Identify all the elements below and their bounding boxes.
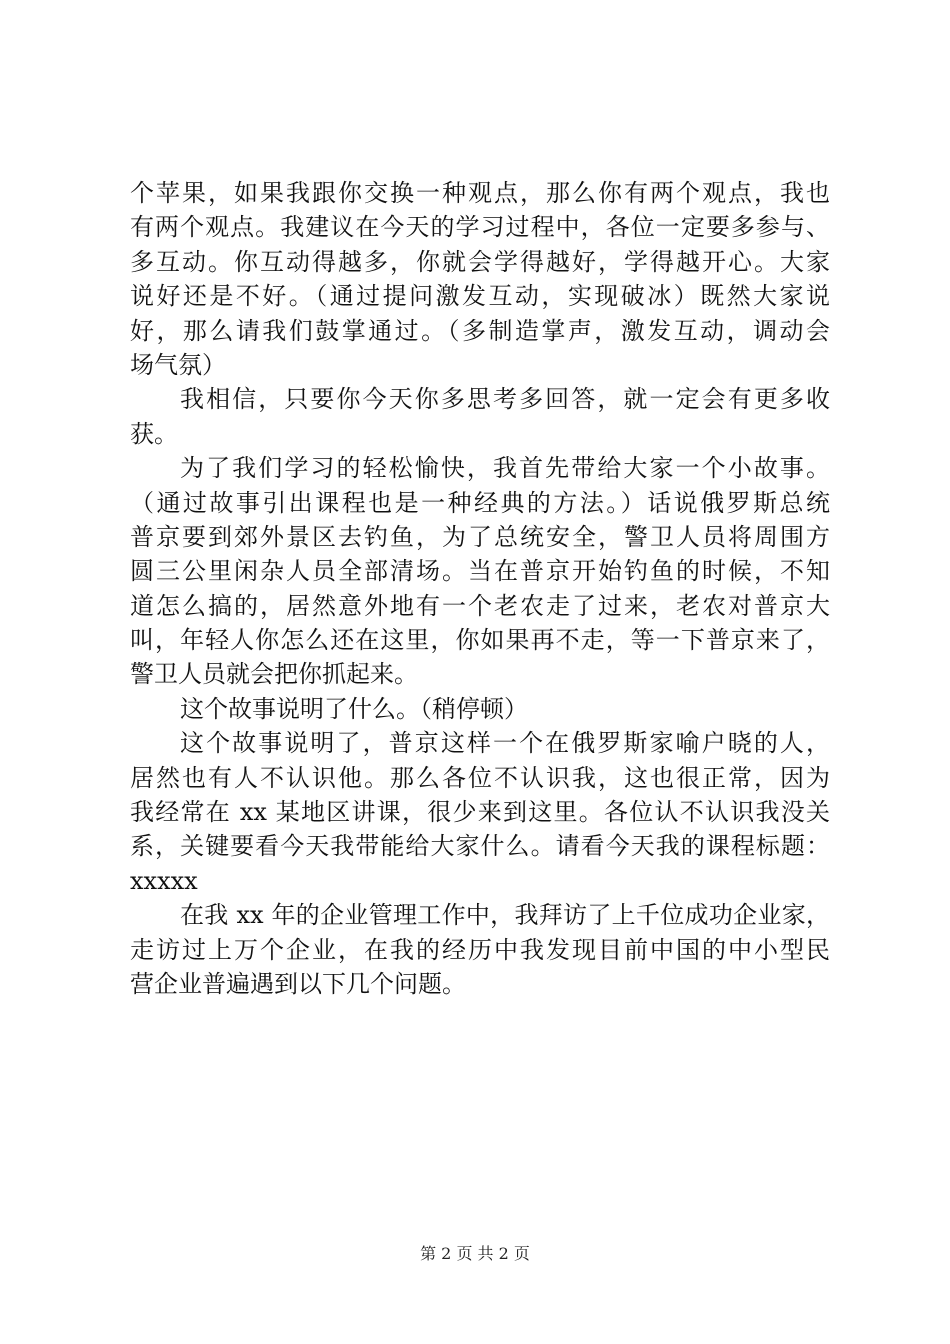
text-line: 获。: [130, 419, 178, 448]
text-line: 我相信，只要你今天你多思考多回答，就一定会有更多收: [180, 385, 830, 414]
text-line: 道怎么搞的，居然意外地有一个老农走了过来，老农对普京大: [130, 591, 830, 620]
text-line: 多互动。你互动得越多，你就会学得越好，学得越开心。大家: [130, 247, 830, 276]
text-line: 系，关键要看今天我带能给大家什么。请看今天我的课程标题：: [130, 832, 830, 861]
text-line: 居然也有人不认识他。那么各位不认识我，这也很正常，因为: [130, 763, 830, 792]
text-line: 个苹果，如果我跟你交换一种观点，那么你有两个观点，我也: [130, 179, 830, 207]
text-line: 这个故事说明了，普京这样一个在俄罗斯家喻户晓的人，: [180, 729, 830, 758]
text-line: 我经常在 xx 某地区讲课，很少来到这里。各位认不认识我没关: [130, 798, 830, 827]
text-line: 这个故事说明了什么。（稍停顿）: [180, 694, 528, 723]
text-line: 为了我们学习的轻松愉快，我首先带给大家一个小故事。: [180, 454, 830, 483]
text-line: 好，那么请我们鼓掌通过。（多制造掌声，激发互动，调动会: [130, 316, 830, 345]
text-line: 在我 xx 年的企业管理工作中，我拜访了上千位成功企业家，: [180, 901, 830, 930]
document-body: [130, 176, 830, 1001]
text-line: 走访过上万个企业，在我的经历中我发现目前中国的中小型民: [130, 935, 830, 964]
text-line: 营企业普遍遇到以下几个问题。: [130, 969, 466, 998]
page-footer: [0, 1244, 950, 1264]
text-line: 场气氛）: [130, 350, 226, 379]
text-line: 圆三公里闲杂人员全部清场。当在普京开始钓鱼的时候，不知: [130, 557, 830, 586]
text-line: 说好还是不好。（通过提问激发互动，实现破冰）既然大家说: [130, 282, 830, 311]
page-number: 第 2 页 共 2 页: [420, 1244, 530, 1263]
text-line: 普京要到郊外景区去钓鱼，为了总统安全，警卫人员将周围方: [130, 522, 830, 551]
text-line: 叫，年轻人你怎么还在这里，你如果再不走，等一下普京来了，: [130, 626, 830, 655]
text-line: 警卫人员就会把你抓起来。: [130, 660, 418, 689]
text-line: xxxxx: [130, 866, 198, 895]
text-line: 有两个观点。我建议在今天的学习过程中，各位一定要多参与、: [130, 213, 830, 242]
text-line: （通过故事引出课程也是一种经典的方法。）话说俄罗斯总统: [130, 488, 830, 517]
